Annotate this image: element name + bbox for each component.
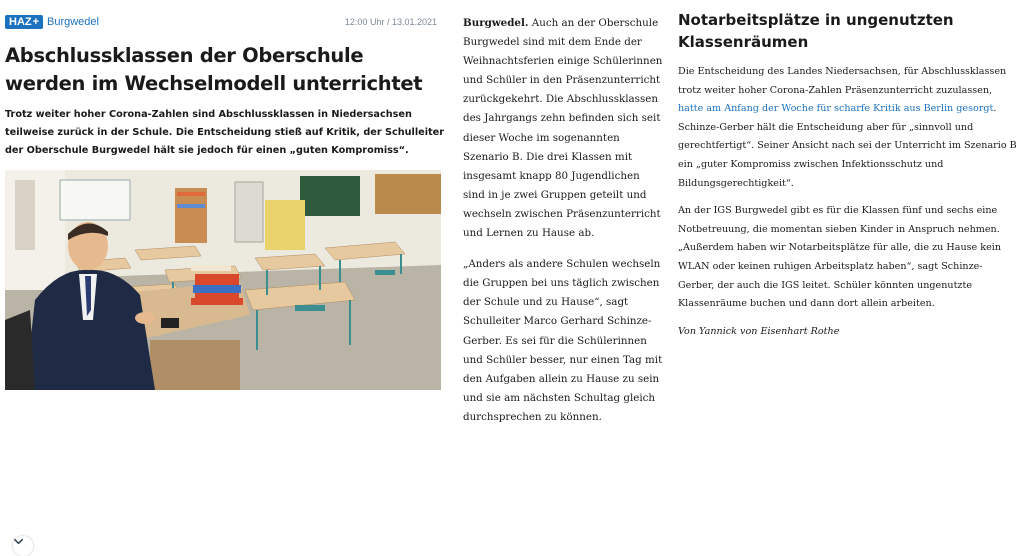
article-meta-bar bbox=[5, 13, 441, 31]
article-lead: Trotz weiter hoher Corona-Zahlen sind Abschlussklassen in Niedersachsen teilweise zurück in der Schule. Die Entscheidung stieß auf Kritik, der Schulleiter der Oberschule Burgwedel hält sie jedoch für einen „guten Kompromiss“. bbox=[5, 109, 445, 156]
article-subheading: Notarbeitsplätze in ungenutzten Klassenräumen bbox=[678, 11, 954, 51]
article-photo[interactable] bbox=[5, 170, 441, 390]
paragraph-3 bbox=[678, 63, 1018, 193]
berlin-criticism-link[interactable]: hatte am Anfang der Woche für scharfe Kritik aus Berlin gesorgt bbox=[678, 103, 994, 115]
badge-plus: + bbox=[32, 16, 40, 28]
paragraph-2: „Anders als andere Schulen wechseln die Gruppen bei uns täglich zwischen der Schule und zu Hause“, sagt Schulleiter Marco Gerhard Schinze-Gerber. Es sei für die Schülerinnen und Schüler besser, nur einen Tag mit den Aufgaben allein zu Hause zu sein und sie am nächsten Schultag gleich durchsprechen zu können. bbox=[463, 258, 663, 423]
article-middle-column bbox=[463, 14, 663, 439]
photo-expand-button[interactable] bbox=[13, 536, 33, 556]
paragraph-1-text: Auch an der Oberschule Burgwedel sind mit dem Ende der Weihnachtsferien einige Schülerinnen und Schüler in den Präsenzunterricht zurückgekehrt. Die Abschlussklassen des Jahrgangs zehn befinden sich seit dieser Woche im sogenannten Szenario B. Die drei Klassen mit insgesamt knapp 80 Jugendlichen sind in je zwei Gruppen geteilt und wechseln zwischen Präsenzunterricht und Lernen zu Hause ab. bbox=[463, 17, 663, 240]
paragraph-3-text-after: . Schinze-Gerber hält die Entscheidung aber für „sinnvoll und gerechtfertigt“. Seiner Ansicht nach sei der Unterricht im Szenario B ein „guter Kompromiss zwischen Infektionsschutz und Bildungsgerechtigkeit“. bbox=[678, 103, 1017, 189]
paragraph-1 bbox=[463, 14, 663, 243]
haz-plus-badge bbox=[5, 15, 43, 29]
article-headline: Abschlussklassen der Oberschule werden im Wechselmodell unterrichtet bbox=[5, 44, 423, 95]
chevron-down-icon bbox=[13, 536, 24, 547]
article-author: Von Yannick von Eisenhart Rothe bbox=[678, 325, 840, 337]
article-left-column bbox=[0, 0, 446, 408]
paragraph-4: An der IGS Burgwedel gibt es für die Klassen fünf und sechs eine Notbetreuung, die momentan sieben Kinder in Anspruch nehmen. „Außerdem haben wir Notarbeitsplätze für alle, die zu Hause kein WLAN oder keinen ruhigen Arbeitsplatz haben“, sagt Schinze-Gerber, der auch die IGS leitet. Schüler könnten ungenutzte Klassenräume buchen und dann dort allein arbeiten. bbox=[678, 205, 1002, 310]
category-link[interactable]: Burgwedel bbox=[47, 16, 99, 28]
paragraph-dateline: Burgwedel. bbox=[463, 17, 529, 29]
article-dateline: 12:00 Uhr / 13.01.2021 bbox=[344, 17, 437, 27]
paragraph-3-text-before: Die Entscheidung des Landes Niedersachsen, für Abschlussklassen trotz weiter hoher Corona-Zahlen Präsenzunterricht zuzulassen, bbox=[678, 66, 1007, 96]
badge-label: HAZ bbox=[9, 16, 32, 28]
classroom-illustration bbox=[5, 170, 441, 390]
article-right-column bbox=[678, 9, 1018, 350]
